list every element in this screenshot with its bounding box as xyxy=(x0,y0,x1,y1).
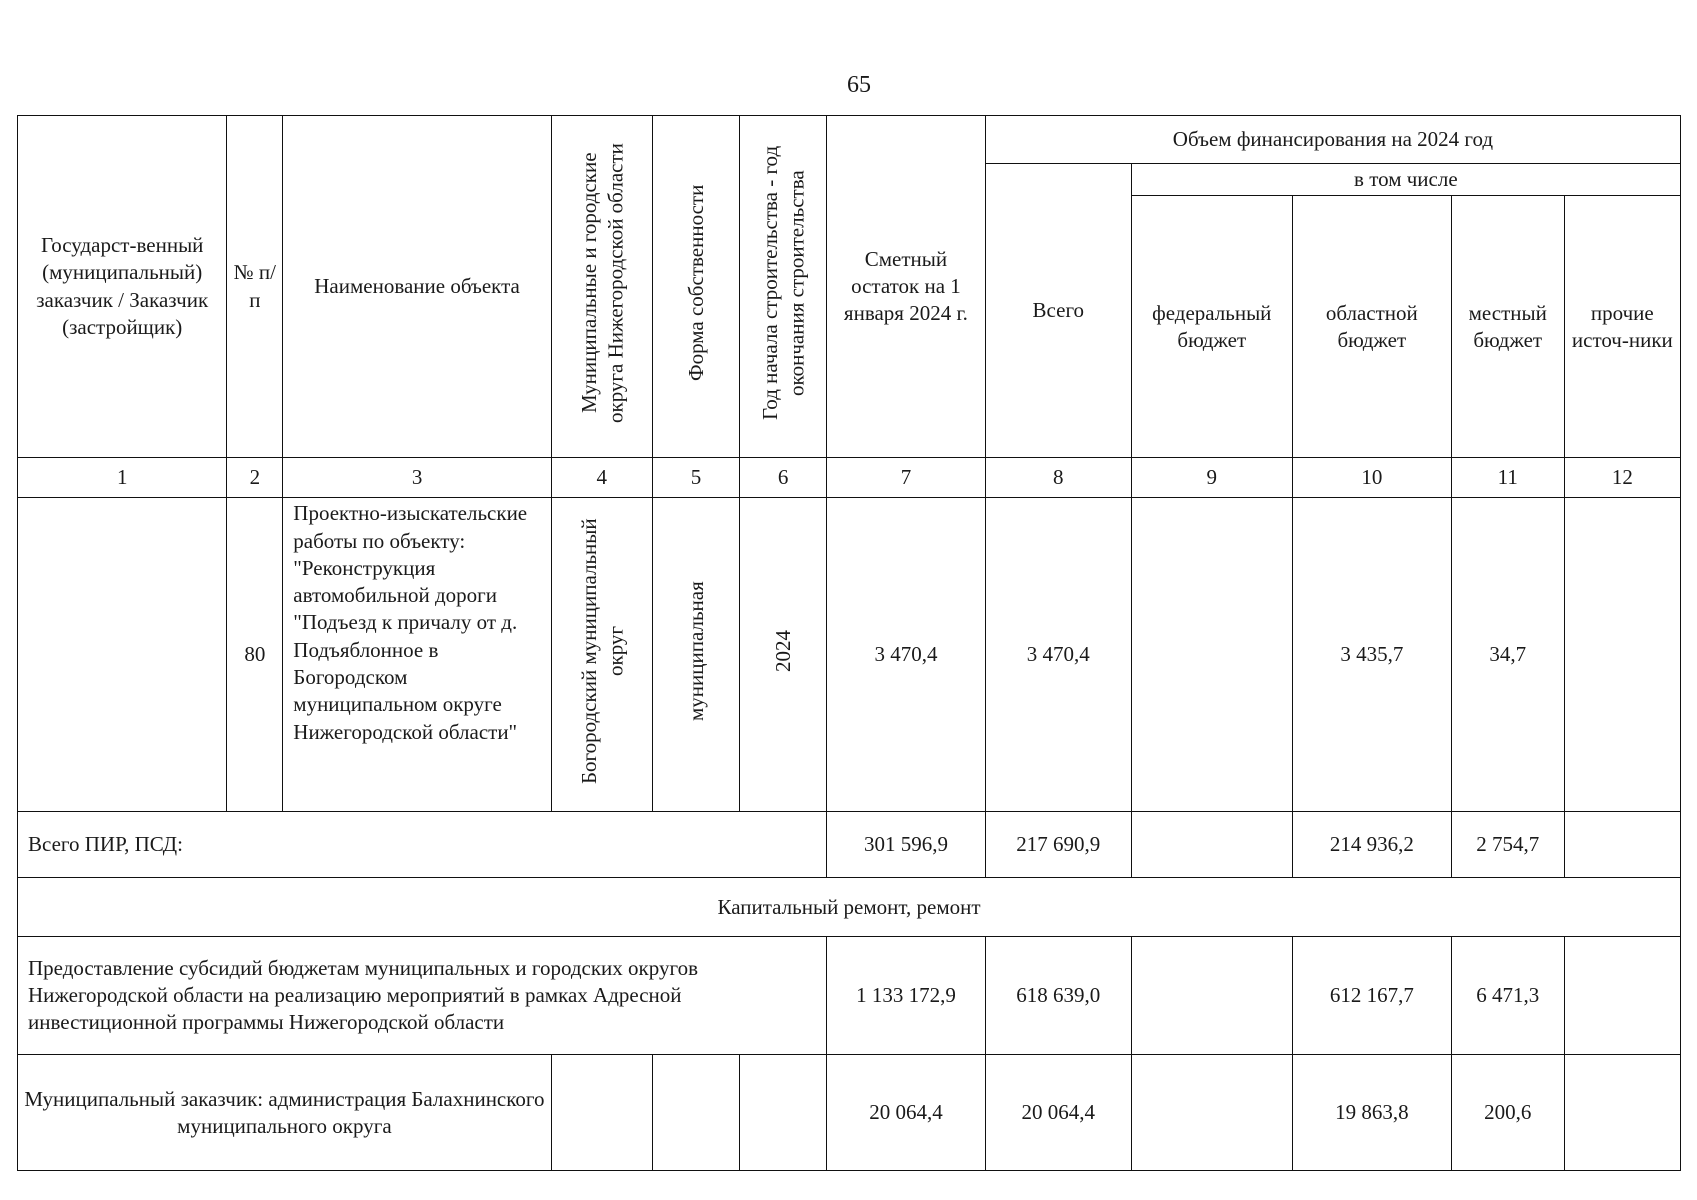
subsidy-federal xyxy=(1131,937,1292,1055)
object-local: 34,7 xyxy=(1451,498,1564,812)
customer-federal xyxy=(1131,1055,1292,1171)
header-ownership: Форма собственности xyxy=(683,184,708,382)
subsidy-regional: 612 167,7 xyxy=(1292,937,1451,1055)
customer-empty xyxy=(740,1055,827,1171)
section-title: Капитальный ремонт, ремонт xyxy=(18,878,1681,937)
total-pir-label: Всего ПИР, ПСД: xyxy=(18,812,827,878)
subsidy-total: 618 639,0 xyxy=(985,937,1131,1055)
header-years: Год начала строительства - год окончания строительства xyxy=(757,145,809,421)
header-district: Муниципальные и городские округа Нижегородской области xyxy=(576,143,627,423)
column-number: 1 xyxy=(18,458,227,498)
section-row xyxy=(18,878,1681,937)
column-number: 6 xyxy=(740,458,827,498)
total-pir-regional: 214 936,2 xyxy=(1292,812,1451,878)
object-name: Проектно-изыскательские работы по объекту: "Реконструкция автомобильной дороги "Подъезд к причалу от д. Подъяблонное в Богородском муниципальном округе Нижегородской области" xyxy=(283,498,552,812)
customer-local: 200,6 xyxy=(1451,1055,1564,1171)
page-number: 65 xyxy=(847,72,871,98)
subsidy-label: Предоставление субсидий бюджетам муниципальных и городских округов Нижегородской области на реализацию мероприятий в рамках Адресной инвестиционной программы Нижегородской области xyxy=(18,937,827,1055)
subsidy-local: 6 471,3 xyxy=(1451,937,1564,1055)
total-pir-total: 217 690,9 xyxy=(985,812,1131,878)
financing-table xyxy=(17,115,1681,1171)
header-regional: областной бюджет xyxy=(1292,196,1451,458)
customer-empty xyxy=(551,1055,652,1171)
object-total: 3 470,4 xyxy=(985,498,1131,812)
total-pir-federal xyxy=(1131,812,1292,878)
customer-row xyxy=(18,1055,1681,1171)
column-number: 10 xyxy=(1292,458,1451,498)
header-local: местный бюджет xyxy=(1451,196,1564,458)
object-years-cell xyxy=(740,498,827,812)
total-pir-balance: 301 596,9 xyxy=(826,812,985,878)
object-years: 2024 xyxy=(771,630,796,673)
header-federal: федеральный бюджет xyxy=(1131,196,1292,458)
header-balance: Сметный остаток на 1 января 2024 г. xyxy=(826,116,985,458)
subsidy-row xyxy=(18,937,1681,1055)
object-ownership: муниципальная xyxy=(683,581,708,722)
object-district: Богородский муниципальный округ xyxy=(576,518,627,784)
object-row xyxy=(18,498,1681,812)
object-num: 80 xyxy=(227,498,283,812)
object-customer xyxy=(18,498,227,812)
header-district-cell xyxy=(551,116,652,458)
header-including: в том числе xyxy=(1131,164,1680,196)
object-ownership-cell xyxy=(652,498,740,812)
customer-balance: 20 064,4 xyxy=(826,1055,985,1171)
header-object-name: Наименование объекта xyxy=(283,116,552,458)
column-number: 5 xyxy=(652,458,740,498)
header-num: № п/п xyxy=(227,116,283,458)
total-pir-row xyxy=(18,812,1681,878)
column-number-row xyxy=(18,458,1681,498)
customer-empty xyxy=(652,1055,740,1171)
object-federal xyxy=(1131,498,1292,812)
customer-regional: 19 863,8 xyxy=(1292,1055,1451,1171)
header-ownership-cell xyxy=(652,116,740,458)
object-regional: 3 435,7 xyxy=(1292,498,1451,812)
column-number: 8 xyxy=(985,458,1131,498)
header-customer: Государст-венный (муниципальный) заказчик / Заказчик (застройщик) xyxy=(18,116,227,458)
column-number: 11 xyxy=(1451,458,1564,498)
column-number: 4 xyxy=(551,458,652,498)
object-other xyxy=(1564,498,1680,812)
subsidy-balance: 1 133 172,9 xyxy=(826,937,985,1055)
customer-label: Муниципальный заказчик: администрация Балахнинского муниципального округа xyxy=(18,1055,552,1171)
column-number: 7 xyxy=(826,458,985,498)
column-number: 9 xyxy=(1131,458,1292,498)
column-number: 2 xyxy=(227,458,283,498)
subsidy-other xyxy=(1564,937,1680,1055)
total-pir-local: 2 754,7 xyxy=(1451,812,1564,878)
header-years-cell xyxy=(740,116,827,458)
column-number: 12 xyxy=(1564,458,1680,498)
header-total: Всего xyxy=(985,164,1131,458)
object-balance: 3 470,4 xyxy=(826,498,985,812)
column-number: 3 xyxy=(283,458,552,498)
total-pir-other xyxy=(1564,812,1680,878)
customer-total: 20 064,4 xyxy=(985,1055,1131,1171)
header-other: прочие источ-ники xyxy=(1564,196,1680,458)
customer-other xyxy=(1564,1055,1680,1171)
header-row-1 xyxy=(18,116,1681,164)
header-financing: Объем финансирования на 2024 год xyxy=(985,116,1680,164)
object-district-cell xyxy=(551,498,652,812)
